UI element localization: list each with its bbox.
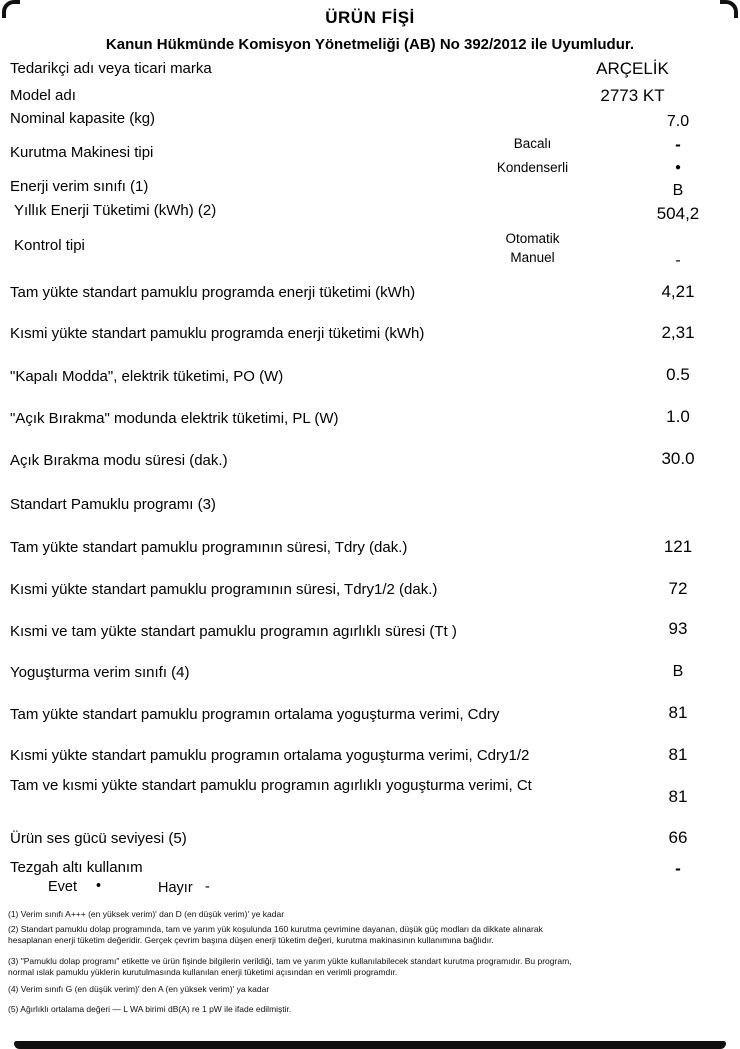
row-value-full-load-energy: 4,21 [661,282,695,301]
row-value-left-on-duration: 30.0 [661,449,695,468]
row-value-left-on-power: 1.0 [666,407,690,426]
row-label-sound-power: Ürün ses gücü seviyesi (5) [10,830,187,847]
option-label-kondenserli: Kondenserli [496,160,569,175]
row-label-partial-load-energy: Kısmi yükte standart pamuklu programda enerji tüketimi (kWh) [10,325,425,342]
footnote-1: (1) Verim sınıfı A+++ (en yüksek verim)' dan D (en düşük verim)' ye kadar [8,909,285,919]
row-label-model: Model adı [10,87,76,104]
frame-bottom-edge [14,1041,726,1049]
no-option-mark: - [205,879,210,895]
row-label-off-mode-power: "Kapalı Modda", elektrik tüketimi, PO (W) [10,368,284,385]
row-value-off-mode-power: 0.5 [666,365,690,384]
row-label-cdry-full: Tam yükte standart pamuklu programın ortalama yoguşturma verimi, Cdry [10,706,500,723]
yes-option-label: Evet [48,879,78,895]
row-value-tdry-half: 72 [668,579,688,598]
row-label-under-counter: Tezgah altı kullanım [10,859,143,876]
row-label-annual-energy: Yıllık Enerji Tüketimi (kWh) (2) [14,202,217,219]
option-label-manuel: Manuel [510,250,555,265]
row-label-weighted-condensation: Tam ve kısmi yükte standart pamuklu programın agırlıklı yoguşturma verimi, Ct [10,777,532,794]
row-value-annual-energy: 504,2 [656,204,700,223]
row-label-control-type: Kontrol tipi [14,237,85,254]
row-label-tdry-half: Kısmi yükte standart pamuklu programının süresi, Tdry1/2 (dak.) [10,581,438,598]
option-mark-manuel: - [675,252,681,269]
footnote-4: (4) Verim sınıfı G (en düşük verim)' den A (en yüksek verim)' ya kadar [8,984,270,994]
row-label-standard-cotton-programme: Standart Pamuklu programı (3) [10,496,216,513]
row-label-energy-class: Enerji verim sınıfı (1) [10,178,149,195]
row-label-dryer-type: Kurutma Makinesi tipi [10,144,154,161]
row-value-model: 2773 KT [600,86,665,105]
footnote-2: (2) Standart pamuklu dolap programında, tam ve yarım yük koşulunda 160 kurutma çevrimine dayanan, düşük güç modları da dikkate alınarak hesaplanan enerji tüketim değeridir. Gerçek çevrim başına düşen enerji tüketim değeri, kurutma makinasının kullanımına bağlıdır. [8,924,543,945]
row-value-under-counter: - [675,859,681,878]
page-subtitle: Kanun Hükmünde Komisyon Yönetmeliği (AB) No 392/2012 ile Uyumludur. [105,36,635,53]
row-label-left-on-power: "Açık Bırakma" modunda elektrik tüketimi, PL (W) [10,410,339,427]
row-label-condensation-class: Yoguşturma verim sınıfı (4) [10,664,190,681]
row-value-cdry-half: 81 [668,745,688,764]
row-value-energy-class: B [672,182,684,199]
row-value-supplier: ARÇELİK [596,59,669,78]
row-value-weighted-time: 93 [668,619,688,638]
row-value-cdry-full: 81 [668,703,688,722]
row-label-supplier: Tedarikçi adı veya ticari marka [10,60,212,77]
option-label-otomatik: Otomatik [505,231,560,246]
row-label-capacity: Nominal kapasite (kg) [10,110,156,127]
option-mark-bacali: - [675,135,681,154]
row-value-condensation-class: B [672,663,684,680]
row-label-full-load-energy: Tam yükte standart pamuklu programda enerji tüketimi (kWh) [10,284,416,301]
footnote-5: (5) Ağırlıklı ortalama değeri — L WA birimi dB(A) re 1 pW ile ifade edilmiştir. [8,1004,292,1014]
yes-option-mark: • [96,878,102,894]
row-value-partial-load-energy: 2,31 [661,323,695,342]
row-value-tdry-full: 121 [663,537,693,556]
option-label-bacali: Bacalı [513,136,552,151]
no-option-label: Hayır [158,880,193,896]
option-mark-kondenserli: ● [674,162,682,173]
row-value-weighted-condensation: 81 [668,787,688,806]
page-title: ÜRÜN FİŞİ [325,8,415,27]
row-label-weighted-time: Kısmi ve tam yükte standart pamuklu programın agırlıklı süresi (Tt ) [10,623,457,640]
row-label-cdry-half: Kısmi yükte standart pamuklu programın ortalama yoguşturma verimi, Cdry1/2 [10,747,530,764]
footnote-3: (3) "Pamuklu dolap programı" etikette ve ürün fişinde bilgilerin verildiği, tam ve yarım yükte kullanılabilecek standart kurutma programıdır. Bu program, normal ıslak pamuklu yüklerin kurutulmasında kullanılan enerji tüketimi açısından en verimli programdır. [8,956,572,977]
row-label-left-on-duration: Açık Bırakma modu süresi (dak.) [10,452,228,469]
row-label-tdry-full: Tam yükte standart pamuklu programının süresi, Tdry (dak.) [10,539,408,556]
row-value-capacity: 7.0 [666,113,690,130]
row-value-sound-power: 66 [668,828,688,847]
